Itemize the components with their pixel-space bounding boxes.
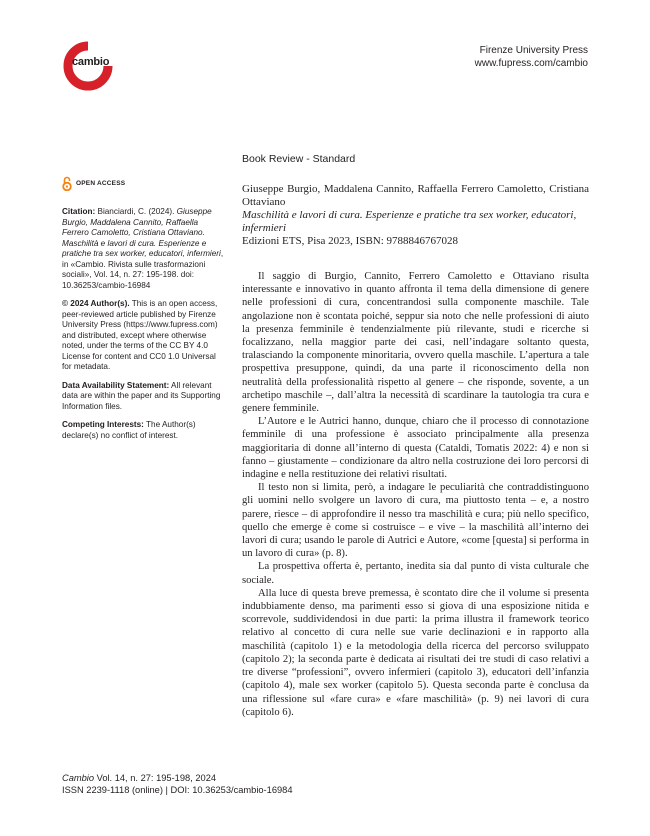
data-availability-text: All relevant data are within the paper and its Supporting Information files. [62,380,221,411]
book-title: Maschilità e lavori di cura. Esperienze e pratiche tra sex worker, educatori, infermieri [242,209,577,234]
journal-citation [62,772,293,784]
competing-interests [62,420,224,441]
citation-post: , in «Cambio. Rivista sulle trasformazioni sociali», Vol. 14, n. 27: 195-198. doi: 10.36253/cambio-16984 [62,249,224,290]
data-availability [62,381,224,413]
article-info-sidebar [62,207,224,449]
copyright-notice [62,299,224,373]
logo-text: cambio [72,56,110,68]
publisher-name: Firenze University Press [479,45,588,56]
review-header [242,183,589,248]
journal-name: Cambio [62,773,95,783]
citation-pre: Bianciardi, C. (2024). [95,207,177,216]
copyright-label: © 2024 Author(s). [62,299,130,308]
open-access-label: OPEN ACCESS [76,180,126,187]
section-label: Book Review - Standard [242,153,356,165]
body-paragraph: La prospettiva offerta è, pertanto, inedita sia dal punto di vista culturale che sociale. [242,561,589,586]
book-publication: Edizioni ETS, Pisa 2023, ISBN: 9788846767028 [242,235,459,247]
data-availability-label: Data Availability Statement: [62,380,170,390]
body-paragraph: L’Autore e le Autrici hanno, dunque, chiaro che il processo di connotazione femminile di una professione è associato principalmente alla presenza maggioritaria di donne all’interno di questa (Cataldi, Tomatis 2022: 4) e non si fanno – giustamente – condizionare da altro nella costruzione dei loro percorsi di indagine e nella restituzione dei relativi risultati. [242,416,589,481]
page-footer [62,772,293,796]
review-body [242,270,589,719]
body-paragraph: Il testo non si limita, però, a indagare le peculiarità che contraddistinguono gli uomini nello svolgere un lavoro di cura, ma piuttosto tenta – e, a nostro parere, riesce – di approfondire il nesso tra maschilità e cura; più nello specifico, quello che emerge è come si costruisce – e vive – la maschilità all’interno dei lavori di cura; usando le parole di Autrici e Autore, «come [questa] si performa in un lavoro di cura» (p. 8). [242,482,589,560]
publisher-url[interactable]: www.fupress.com/cambio [474,58,588,69]
open-access-icon [62,176,72,191]
body-paragraph: Il saggio di Burgio, Cannito, Ferrero Camoletto e Ottaviano risulta interessante e innovativo in quanto affronta il tema della dimensione di genere nelle professioni di cura, concentrandosi sulla componente maschile. Tale angolazione non è scontata poiché, seppur sia noto che nelle professioni di aiuto la presenza femminile è tendenzialmente più rilevante, studi e ricerche si focalizzano, nella maggior parte dei casi, nell’indagare soltanto questa, tralasciando la componente minoritaria, ovvero quella maschile. L’apertura a tale prospettiva presuppone, quindi, da una parte il riconoscimento della non neutralità della professionalità rispetto al genere – che risponde, sovente, a un archetipo maschile –, dall’altra la necessità di scardinare la tautologia tra cura e genere femminile. [242,271,589,415]
journal-volume: Vol. 14, n. 27: 195-198, 2024 [94,773,217,783]
issn-doi: ISSN 2239-1118 (online) | DOI: 10.36253/cambio-16984 [62,785,293,795]
competing-interests-text: The Author(s) declare(s) no conflict of interest. [62,420,196,440]
body-paragraph: Alla luce di questa breve premessa, è scontato dire che il volume si presenta indubbiamente denso, ma parimenti esso si giova di una esposizione nitida e scorrevole, suddividendosi in due parti: la prima illustra il framework teorico relativo al concetto di cura nelle sue varie declinazioni e in rapporto alla maschilità (capitolo 1) e la metodologia della ricerca del percorso sviluppato (capitolo 2); la seconda parte è dedicata ai risultati dei tre studi di caso relativi a tre diverse “professioni”, ovvero infermieri (capitolo 3), educatori dell’infanzia (capitolo 4), male sex worker (capitolo 5). Questa seconda parte è conclusa da una riflessione sul «fare cura» e «fare maschilità» (p. 9) nei lavori di cura (capitolo 6). [242,587,589,718]
book-authors: Giuseppe Burgio, Maddalena Cannito, Raffaella Ferrero Camoletto, Cristiana Ottaviano [242,183,589,208]
citation-title: Giuseppe Burgio, Maddalena Cannito, Raffaella Ferrero Camoletto, Cristiana Ottaviano. Maschilità e lavori di cura. Esperienze e pratiche tra sex worker, educatori, infermieri [62,207,221,258]
competing-interests-label: Competing Interests: [62,420,144,429]
citation [62,207,224,291]
copyright-text: This is an open access, peer-reviewed article published by Firenze University Press (https://www.fupress.com) and distributed, except where otherwise noted, under the terms of the CC BY 4.0 License for content and CC0 1.0 Universal for metadata. [62,299,218,371]
publisher-block [475,44,588,70]
open-access-badge [62,176,125,191]
citation-label: Citation: [62,207,96,216]
